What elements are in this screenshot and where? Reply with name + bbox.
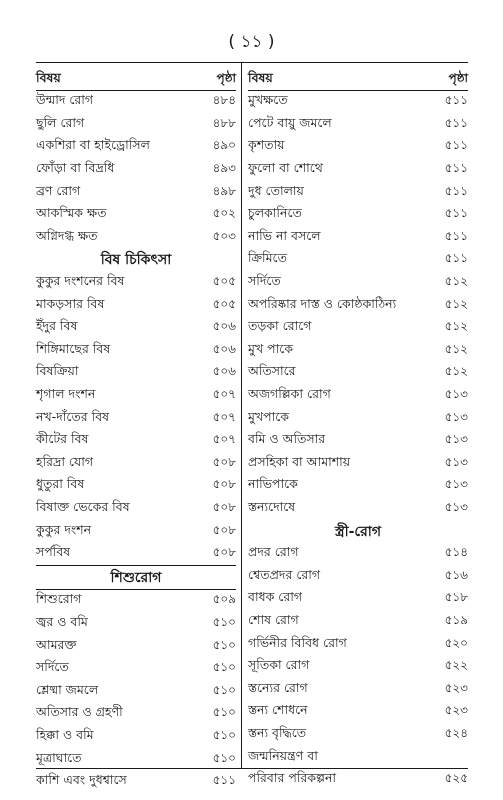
entry-page-number: ৫০৩ [212,228,236,243]
toc-entry [248,294,468,317]
page-number: ( ১১ ) [228,32,275,52]
toc-entry [248,204,468,227]
entry-label: পরিবার পরিকল্পনা [248,770,337,786]
entry-label: শ্লেষ্মা জমলে [36,681,99,697]
toc-right-column [248,69,468,791]
entry-label: স্তন্য শোধনে [248,702,308,718]
column-header-row [36,69,236,91]
entry-label: শৃগাল দংশন [36,386,96,402]
entry-page-number: ৫১১ [444,228,468,243]
entry-page-number: ৫২৩ [444,703,468,718]
toc-entry [36,543,236,566]
entry-label: নাভিপাকে [248,476,298,492]
toc-entry [248,678,468,701]
entry-label: অতিসারে [248,363,296,379]
entry-label: অপরিষ্কার দাস্ত ও কোষ্ঠকাঠিন্য [248,295,397,311]
entry-label: সূতিকা রোগ [248,657,310,673]
entry-page-number: ৫১২ [444,341,468,356]
entry-page-number: ৪৯৮ [212,183,236,198]
entry-page-number: ৫০৫ [212,274,236,289]
toc-entry [36,430,236,453]
toc-entry [248,430,468,453]
toc-entry [36,658,236,681]
toc-entry [36,475,236,498]
entry-label: স্তন্যদোষে [248,498,296,514]
entry-label: মুখ পাকে [248,340,294,356]
toc-entry [36,272,236,295]
entry-label: একশিরা বা হাইড্রোসিল [36,137,150,153]
toc-entry [248,611,468,634]
entry-page-number: ৫১০ [212,682,236,697]
toc-left-column [36,69,236,793]
toc-entry [36,520,236,543]
entry-label: স্তন্যের রোগ [248,679,308,695]
toc-entry [36,635,236,658]
section-heading [248,520,468,543]
entry-page-number: ৫১০ [212,660,236,675]
entry-label: মুখক্ষতে [248,92,288,108]
entry-page-number: ৫০৬ [212,341,236,356]
toc-entry [36,498,236,521]
subject-header: বিষয় [36,69,61,85]
entry-page-number: ৫১১ [444,93,468,108]
toc-entry [248,724,468,747]
entry-page-number: ৫০৮ [212,477,236,492]
toc-entry [36,771,236,794]
toc-entry [248,769,468,792]
entry-page-number: ৫০৭ [212,387,236,402]
toc-entry [248,475,468,498]
entry-label: কীটের বিষ [36,431,89,447]
toc-entry [36,703,236,726]
column-header-row [248,69,468,91]
toc-entry [36,613,236,636]
toc-entry [248,159,468,182]
entry-page-number: ৫১৩ [444,477,468,492]
entry-page-number: ৫১১ [444,115,468,130]
entry-page-number: ৫১১ [444,161,468,176]
toc-entry [248,633,468,656]
entry-label: প্রদর রোগ [248,544,299,560]
entry-label: প্রসহিকা বা আমাশায় [248,453,351,469]
entry-label: শ্বেতপ্রদর রোগ [248,566,321,582]
entry-label: নখ-দাঁতের বিষ [36,408,110,424]
toc-entry [248,114,468,137]
entry-page-number: ৫০৫ [212,296,236,311]
entry-page-number: ৫০৭ [212,432,236,447]
entry-page-number: ৫১৩ [444,454,468,469]
toc-entry [248,701,468,724]
entry-page-number: ৫২৪ [444,725,468,740]
entry-label: ফোঁড়া বা বিদ্রধি [36,160,115,176]
entry-label: দুধ তোলায় [248,182,304,198]
entry-label: সর্পবিষ [36,544,71,560]
entry-label: ছুলি রোগ [36,114,85,130]
entry-label: উন্মাদ রোগ [36,92,94,108]
entry-label: ফুলো বা শোথে [248,160,323,176]
entry-label: বাধক রোগ [248,589,303,605]
entry-label: আমরক্ত [36,636,77,652]
toc-entry [248,317,468,340]
entry-page-number: ৫১১ [444,138,468,153]
section-heading [36,249,236,272]
entry-label: নাভি না বসলে [248,227,321,243]
entry-label: শোষ রোগ [248,611,299,627]
entry-page-number: ৫১৪ [444,545,468,560]
entry-page-number: ৫০৬ [212,364,236,379]
entry-label: জন্মনিয়ন্ত্রণ বা [248,747,318,763]
entry-page-number: ৫১১ [212,773,236,788]
toc-entry [36,114,236,137]
toc-entry [36,204,236,227]
entry-page-number: ৫১৮ [444,590,468,605]
entry-label: স্তন্য বৃদ্ধিতে [248,724,307,740]
entry-label: শিশুরোগ [36,591,82,607]
entry-page-number: ৫১১ [444,206,468,221]
entry-page-number: ৫১১ [444,183,468,198]
entry-page-number: ৫১২ [444,274,468,289]
entry-page-number: ৫১০ [212,614,236,629]
toc-entry [36,748,236,771]
section-title: স্ত্রী-রোগ [334,523,382,540]
toc-entry [36,91,236,114]
entry-page-number: ৫০৮ [212,522,236,537]
entry-page-number: ৫১৩ [444,432,468,447]
entry-page-number: ৫১০ [212,637,236,652]
entry-page-number: ৫০২ [212,206,236,221]
toc-entry [36,159,236,182]
entry-label: ব্রণ রোগ [36,182,81,198]
entry-label: গর্ভিনীর বিবিধ রোগ [248,634,347,650]
entry-page-number: ৫০৮ [212,454,236,469]
entry-label: বিষাক্ত ভেকের বিষ [36,498,130,514]
entry-label: মূত্রাঘাতে [36,749,82,765]
entry-page-number: ৫১২ [444,319,468,334]
column-divider [241,63,242,768]
entry-page-number: ৫১৬ [444,567,468,582]
entry-label: মাকড়সার বিষ [36,295,105,311]
entry-label: শিঙ্গিমাছের বিষ [36,340,111,356]
toc-entry [36,362,236,385]
entry-label: সর্দিতে [248,273,281,289]
entry-page-number: ৫১০ [212,705,236,720]
entry-label: কাশি এবং দুধশ্বাসে [36,772,127,788]
entry-label: অতিসার ও গ্রহণী [36,704,123,720]
entry-label: মুখপাকে [248,408,290,424]
toc-entry [248,136,468,159]
entry-page-number: ৫০৮ [212,499,236,514]
entry-page-number: ৫০৮ [212,545,236,560]
entry-page-number: ৫১৩ [444,499,468,514]
entry-page-number: ৪৮৮ [212,115,236,130]
toc-entry [248,340,468,363]
entry-page-number: ৫১১ [444,251,468,266]
toc-entry [248,91,468,114]
toc-entry [36,407,236,430]
table-of-contents [36,62,468,788]
toc-entry [248,407,468,430]
entry-page-number: ৫১০ [212,727,236,742]
toc-entry [36,453,236,476]
toc-entry [36,385,236,408]
page-header: পৃষ্ঠা [448,70,468,85]
entry-label: চুলকানিতে [248,205,302,221]
toc-entry [36,136,236,159]
entry-label: আকস্মিক ক্ষত [36,205,107,221]
entry-page-number: ৫২০ [444,635,468,650]
subject-header: বিষয় [248,69,273,85]
entry-page-number: ৫১২ [444,296,468,311]
entry-page-number: ৫২৩ [444,680,468,695]
entry-label: হরিদ্রা যোগ [36,453,94,469]
entry-label: বমি ও অতিসার [248,431,326,447]
toc-entry [248,565,468,588]
toc-entry [36,317,236,340]
entry-label: ধুতুরা বিষ [36,476,85,492]
page-header: পৃষ্ঠা [216,70,236,85]
section-title: শিশুরোগ [110,569,162,586]
toc-entry [248,385,468,408]
section-heading [36,565,236,590]
toc-entry [248,227,468,250]
toc-entry [248,656,468,679]
entry-label: অগ্নিদগ্ধ ক্ষত [36,227,98,243]
toc-entry-continued [248,746,468,769]
entry-page-number: ৫২৫ [444,771,468,786]
toc-entry [36,726,236,749]
toc-entry [36,227,236,250]
toc-entry [248,543,468,566]
entry-page-number: ৪৯৩ [212,161,236,176]
entry-page-number: ৪৯০ [212,138,236,153]
toc-entry [36,294,236,317]
toc-entry [248,498,468,521]
toc-entry [248,588,468,611]
toc-entry [36,340,236,363]
toc-entry [36,680,236,703]
entry-label: ক্রিমিতে [248,250,287,266]
entry-label: কুকুর দংশন [36,521,92,537]
entry-page-number: ৫০৭ [212,409,236,424]
entry-page-number: ৫০৬ [212,319,236,334]
entry-label: হিক্কা ও বমি [36,726,94,742]
entry-page-number: ৫১৯ [444,612,468,627]
entry-label: তড়কা রোগে [248,318,312,334]
entry-label: বিষক্রিয়া [36,363,79,379]
toc-entry [36,181,236,204]
entry-page-number: ৪৮৪ [212,93,236,108]
toc-entry [248,249,468,272]
entry-label: জ্বর ও বমি [36,613,88,629]
toc-entry [248,362,468,385]
section-title: বিষ চিকিৎসা [100,252,172,269]
entry-page-number: ৫০৯ [212,592,236,607]
toc-entry [248,272,468,295]
entry-page-number: ৫১০ [212,750,236,765]
entry-label: কৃশতায় [248,137,285,153]
toc-entry [248,453,468,476]
entry-page-number: ৫১৩ [444,387,468,402]
entry-label: কুকুর দংশনের বিষ [36,273,125,289]
entry-label: অজগল্লিকা রোগ [248,386,331,402]
entry-page-number: ৫১৩ [444,409,468,424]
toc-entry [248,181,468,204]
toc-entry [36,590,236,613]
entry-label: পেটে বায়ু জমলে [248,114,332,130]
entry-label: সর্দিতে [36,659,69,675]
entry-page-number: ৫১২ [444,364,468,379]
entry-label: ইঁদুর বিষ [36,318,78,334]
entry-page-number: ৫২২ [444,658,468,673]
